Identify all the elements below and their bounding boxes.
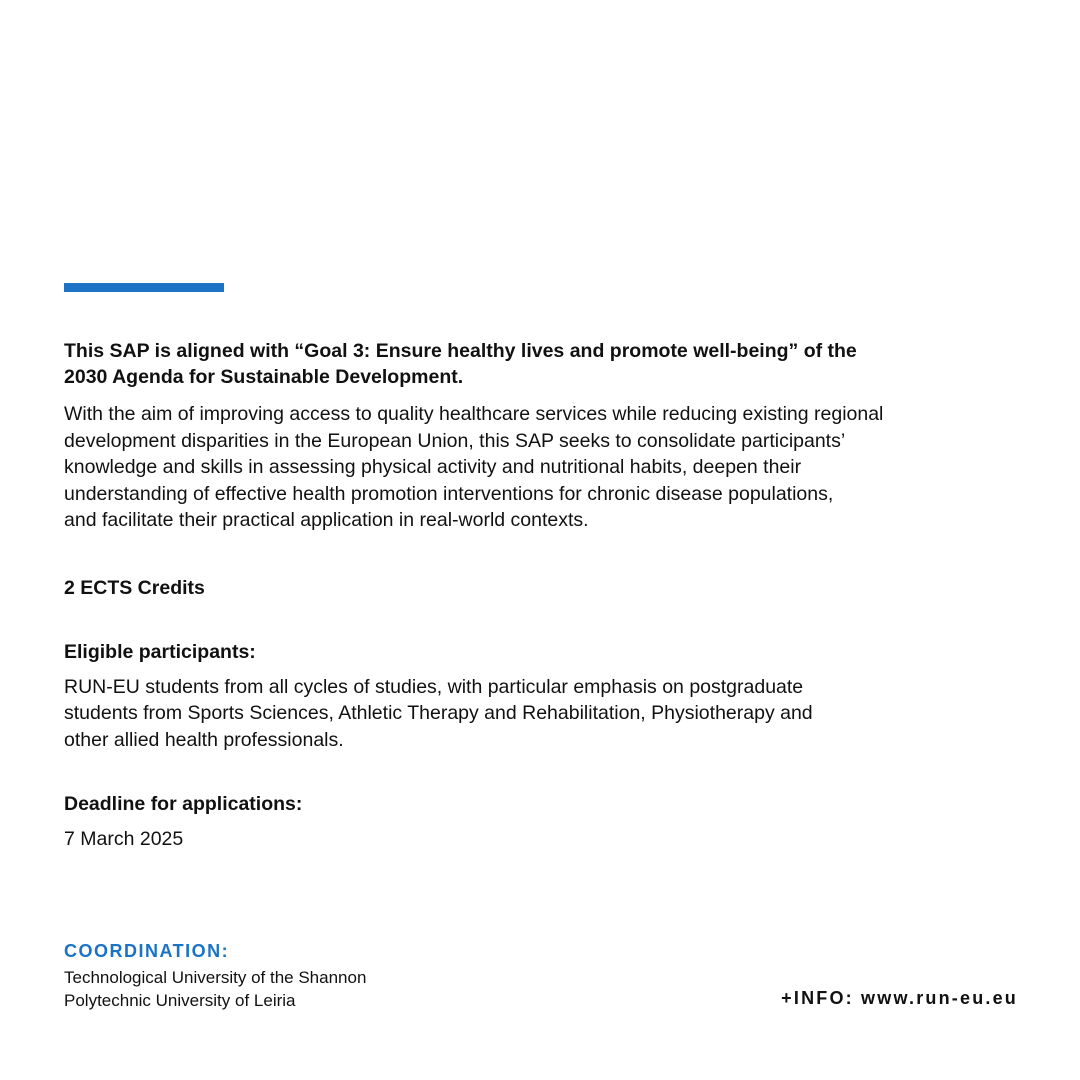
eligible-text: RUN-EU students from all cycles of studies, with particular emphasis on postgraduate students from Sports Sciences, Athletic Therapy and Rehabilitation, Physiotherapy and other allied health professionals. bbox=[64, 675, 813, 751]
goal-statement: This SAP is aligned with “Goal 3: Ensure healthy lives and promote well-being” of the 2030 Agenda for Sustainable Development. bbox=[64, 340, 857, 388]
info-link[interactable]: +INFO: www.run-eu.eu bbox=[781, 988, 1018, 1008]
coordination-list bbox=[64, 966, 366, 1012]
main-content bbox=[64, 338, 1004, 853]
aim-paragraph: With the aim of improving access to quality healthcare services while reducing existing regional development disparities in the European Union, this SAP seeks to consolidate participants’ knowledge and skills in assessing physical activity and nutritional habits, deepen their understanding of effective health promotion interventions for chronic disease populations, and facilitate their practical application in real-world contexts. bbox=[64, 403, 884, 531]
ects-credits: 2 ECTS Credits bbox=[64, 576, 205, 599]
deadline-date: 7 March 2025 bbox=[64, 828, 184, 850]
coordination-label: COORDINATION: bbox=[64, 941, 230, 961]
coordinating-institution: Polytechnic University of Leiria bbox=[64, 991, 296, 1010]
coordinating-institution: Technological University of the Shannon bbox=[64, 968, 367, 987]
accent-bar bbox=[64, 283, 224, 292]
deadline-heading: Deadline for applications: bbox=[64, 793, 303, 815]
eligible-heading: Eligible participants: bbox=[64, 640, 256, 663]
